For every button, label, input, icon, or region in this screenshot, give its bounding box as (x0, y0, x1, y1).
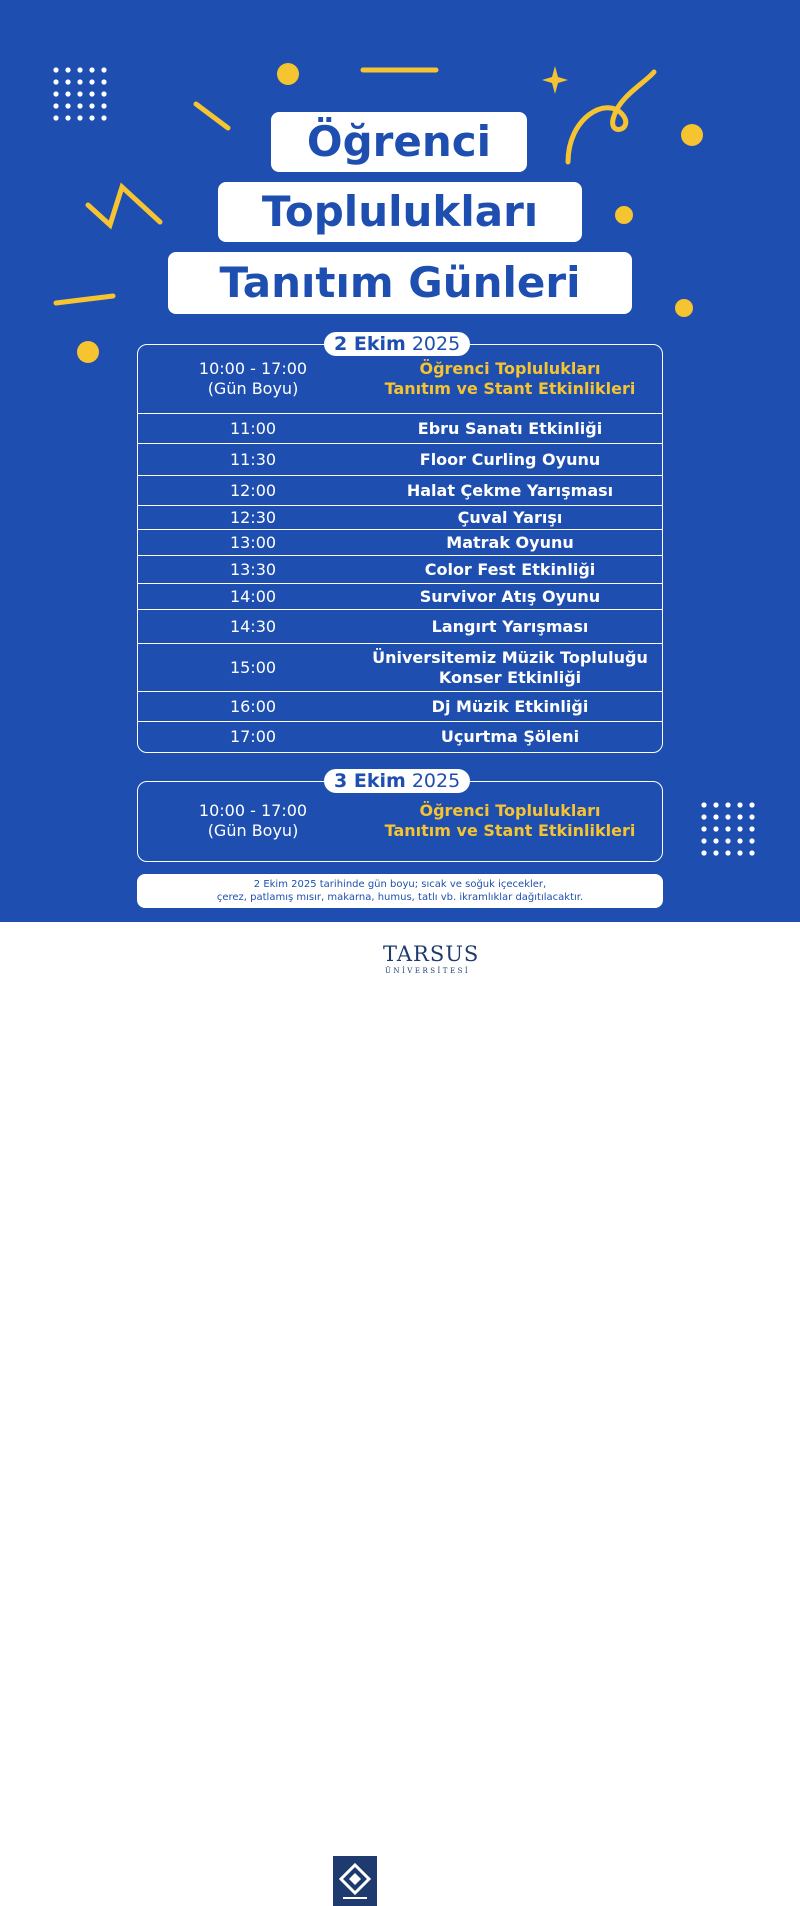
time-cell: 14:30 (229, 616, 277, 636)
time-cell: 11:00 (229, 418, 277, 438)
refreshments-note: 2 Ekim 2025 tarihinde gün boyu; sıcak ve soğuk içecekler, çerez, patlamış mısır, makarna, humus, tatlı vb. ikramlıklar dağıtılacaktır. (137, 874, 663, 908)
event-cell: Dj Müzik Etkinliği (431, 696, 589, 716)
time-cell: 13:00 (229, 532, 277, 552)
event-cell: Ebru Sanatı Etkinliği (417, 418, 603, 438)
event-cell: Çuval Yarışı (457, 507, 563, 527)
university-name: TARSUS (383, 942, 480, 966)
table-row (138, 443, 662, 475)
table-row (138, 609, 662, 643)
event-cell: Floor Curling Oyunu (419, 449, 601, 469)
footer (0, 922, 800, 1000)
poster (0, 0, 800, 922)
event-cell: Üniversitemiz Müzik Topluluğu Konser Etkinliği (372, 647, 648, 687)
table-row (138, 475, 662, 505)
event-cell: Halat Çekme Yarışması (406, 480, 614, 500)
title-line-3: Tanıtım Günleri (168, 252, 632, 314)
university-logo-icon (333, 1856, 377, 1906)
table-row (138, 413, 662, 443)
event-cell: Color Fest Etkinliği (424, 559, 596, 579)
sparkle-icon (542, 66, 568, 94)
time-cell: 10:00 - 17:00 (Gün Boyu) (198, 359, 308, 398)
event-cell: Survivor Atış Oyunu (419, 586, 601, 606)
time-cell: 12:30 (229, 507, 277, 527)
time-cell: 16:00 (229, 696, 277, 716)
date-badge-day2: 3 Ekim 2025 (324, 769, 470, 793)
table-row (138, 505, 662, 529)
event-cell: Uçurtma Şöleni (440, 726, 580, 746)
event-cell: Matrak Oyunu (446, 532, 574, 552)
event-cell: Langırt Yarışması (431, 616, 589, 636)
title-line-1: Öğrenci (271, 112, 527, 172)
table-row (138, 721, 662, 751)
time-cell: 13:30 (229, 559, 277, 579)
schedule-table-day2 (137, 781, 663, 862)
dot-grid-top-left (53, 67, 106, 120)
table-row (138, 529, 662, 555)
time-cell: 14:00 (229, 586, 277, 606)
event-cell: Öğrenci Toplulukları Tanıtım ve Stant Etkinlikleri (384, 801, 636, 840)
time-cell: 12:00 (229, 480, 277, 500)
table-row (138, 583, 662, 609)
table-row (138, 643, 662, 691)
date-badge-day1: 2 Ekim 2025 (324, 332, 470, 356)
time-cell: 11:30 (229, 449, 277, 469)
schedule-table-day1 (137, 344, 663, 753)
title-line-2: Toplulukları (218, 182, 582, 242)
event-cell: Öğrenci Toplulukları Tanıtım ve Stant Etkinlikleri (384, 359, 636, 398)
table-row (138, 691, 662, 721)
university-subtitle: ÜNİVERSİTESİ (385, 967, 471, 975)
time-cell: 17:00 (229, 726, 277, 746)
time-cell: 10:00 - 17:00 (Gün Boyu) (198, 801, 308, 840)
table-row (138, 782, 662, 860)
time-cell: 15:00 (229, 657, 277, 677)
dot-grid-bottom-right (701, 802, 754, 855)
table-row (138, 555, 662, 583)
